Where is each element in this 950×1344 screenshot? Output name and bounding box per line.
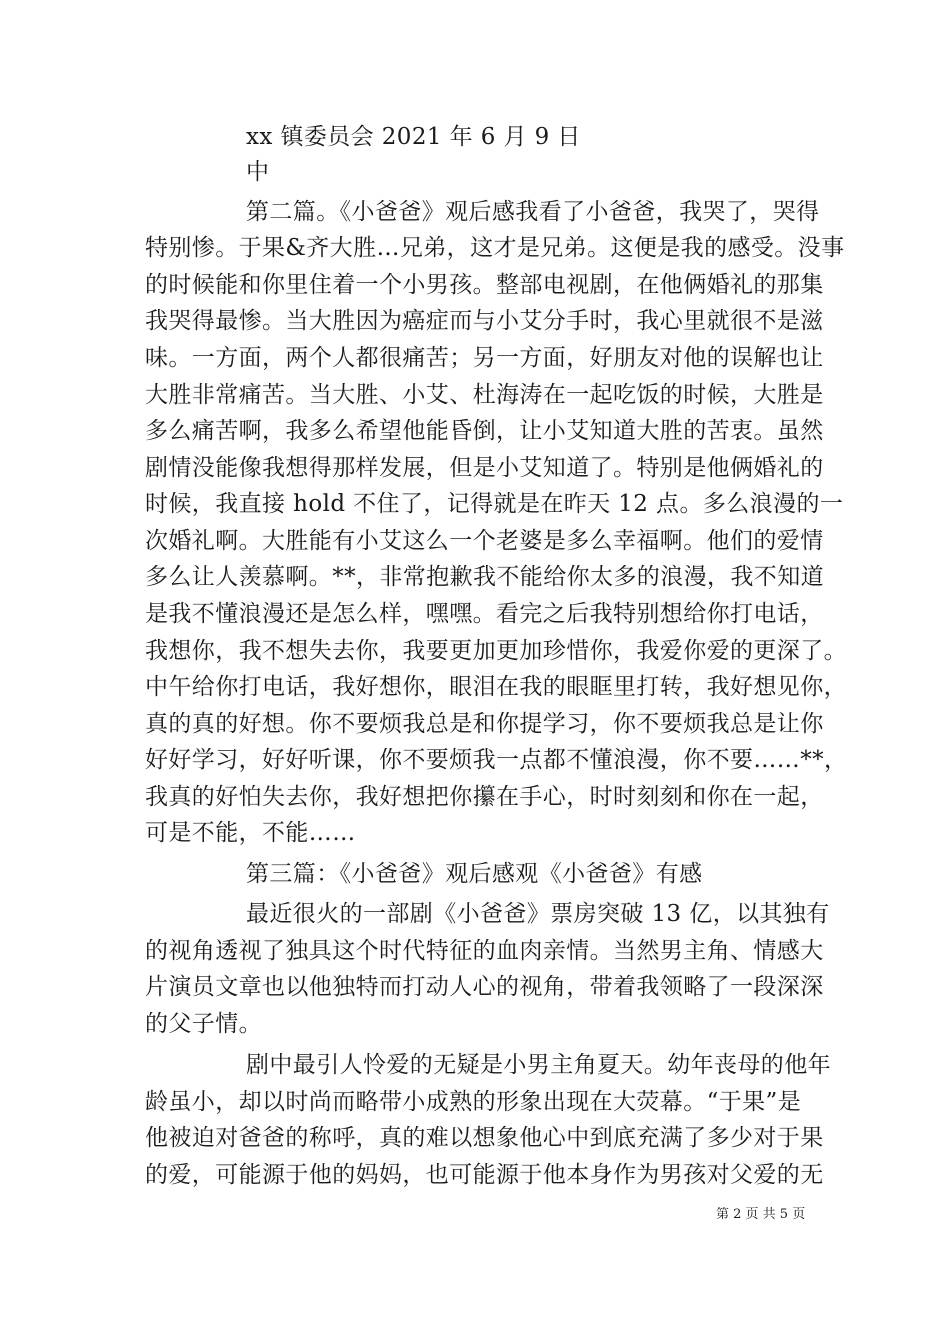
part2-line: 是我不懂浪漫还是怎么样，嘿嘿。看完之后我特别想给你打电话， bbox=[145, 601, 824, 627]
part3-para2-line: 他被迫对爸爸的称呼，真的难以想象他心中到底充满了多少对于果 bbox=[145, 1125, 824, 1151]
signature-line: xx 镇委员会 2021 年 6 月 9 日 bbox=[246, 124, 581, 150]
part2-line: 大胜非常痛苦。当大胜、小艾、杜海涛在一起吃饭的时候，大胜是 bbox=[145, 382, 824, 408]
part2-line: 我真的好怕失去你，我好想把你攥在手心，时时刻刻和你在一起， bbox=[145, 784, 824, 810]
part3-para2-line: 的爱，可能源于他的妈妈，也可能源于他本身作为男孩对父爱的无 bbox=[145, 1162, 824, 1188]
part3-para2-line: 龄虽小，却以时尚而略带小成熟的形象出现在大荧幕。“于果”是 bbox=[145, 1089, 802, 1115]
part3-para1-line: 片演员文章也以他独特而打动人心的视角，带着我领略了一段深深 bbox=[145, 974, 824, 1000]
part2-line: 次婚礼啊。大胜能有小艾这么一个老婆是多么幸福啊。他们的爱情 bbox=[145, 528, 824, 554]
part2-line: 真的真的好想。你不要烦我总是和你提学习，你不要烦我总是让你 bbox=[145, 711, 824, 737]
part2-line: 我哭得最惨。当大胜因为癌症而与小艾分手时，我心里就很不是滋 bbox=[145, 308, 824, 334]
part2-line: 特别惨。于果&齐大胜…兄弟，这才是兄弟。这便是我的感受。没事 bbox=[145, 235, 845, 261]
part2-line: 的时候能和你里住着一个小男孩。整部电视剧，在他俩婚礼的那集 bbox=[145, 272, 824, 298]
part2-line: 多么痛苦啊，我多么希望他能昏倒，让小艾知道大胜的苦衷。虽然 bbox=[145, 418, 824, 444]
part2-line: 我想你，我不想失去你，我要更加更加珍惜你，我爱你爱的更深了。 bbox=[145, 638, 847, 664]
fragment-line: 中 bbox=[246, 159, 270, 185]
part3-para1-line: 最近很火的一部剧《小爸爸》票房突破 13 亿，以其独有 bbox=[246, 901, 830, 927]
part3-para2-line: 剧中最引人怜爱的无疑是小男主角夏天。幼年丧母的他年 bbox=[246, 1052, 831, 1078]
part3-title: 第三篇：《小爸爸》观后感观《小爸爸》有感 bbox=[246, 861, 703, 887]
part3-para1-line: 的父子情。 bbox=[145, 1011, 262, 1037]
part2-line: 多么让人羡慕啊。**，非常抱歉我不能给你太多的浪漫，我不知道 bbox=[145, 564, 824, 590]
part2-line: 味。一方面，两个人都很痛苦；另一方面，好朋友对他的误解也让 bbox=[145, 345, 824, 371]
part2-line: 剧情没能像我想得那样发展，但是小艾知道了。特别是他俩婚礼的 bbox=[145, 455, 824, 481]
part2-line: 时候，我直接 hold 不住了，记得就是在昨天 12 点。多么浪漫的一 bbox=[145, 491, 844, 517]
part3-para1-line: 的视角透视了独具这个时代特征的血肉亲情。当然男主角、情感大 bbox=[145, 938, 824, 964]
part2-line: 好好学习，好好听课，你不要烦我一点都不懂浪漫，你不要……**， bbox=[145, 747, 848, 773]
part2-line: 中午给你打电话，我好想你，眼泪在我的眼眶里打转，我好想见你， bbox=[145, 674, 847, 700]
page-number: 第 2 页 共 5 页 bbox=[716, 1207, 806, 1222]
part2-line: 可是不能，不能…… bbox=[145, 820, 356, 846]
part2-line: 第二篇。《小爸爸》观后感我看了小爸爸，我哭了，哭得 bbox=[246, 199, 820, 225]
